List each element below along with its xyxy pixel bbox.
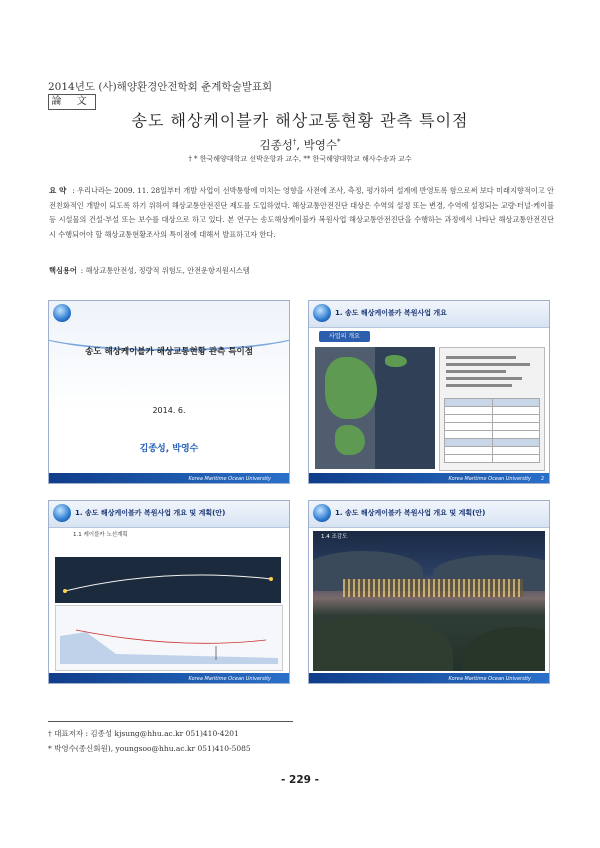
slide-birdseye <box>308 500 550 684</box>
slide-authors: 김종성, 박영수 <box>139 444 199 454</box>
slide-footer <box>309 673 549 683</box>
page-number: - 229 - <box>281 774 319 786</box>
footnote-2: * 박영수(종신회원), youngsoo@hhu.ac.kr 051)410-5085 <box>48 744 251 753</box>
slide-footer <box>49 673 289 683</box>
slide-header <box>309 501 549 528</box>
footnote-1: † 대표저자 : 김종성 kjsung@hhu.ac.kr 051)410-4201 <box>48 729 239 738</box>
globe-logo-icon <box>313 304 331 322</box>
profile-chart <box>56 606 282 670</box>
section-label: 1.1 케이블카 노선계획 <box>73 532 128 538</box>
cable-profile-diagram <box>55 605 283 671</box>
author-1-mark: † <box>292 138 297 147</box>
project-info-panel <box>439 347 545 471</box>
site-map-image <box>315 347 435 469</box>
globe-logo-icon <box>313 504 331 522</box>
slide-heading: 1. 송도 해상케이블카 복원사업 개요 및 계획(안) <box>75 509 226 517</box>
paper-type-tag: 論 文 <box>48 94 96 110</box>
abstract <box>49 184 554 242</box>
abstract-text: : 우리나라는 2009. 11. 28일부터 개발 사업이 선박통항에 미치는 영향을 사전에 조사, 측정, 평가하여 설계에 반영토록 함으로써 보다 미래지향적이고 안전친화적인 개발이 되도록 하기 위하여 해상교통안전진단 제도를 도입하였다. 해상교통안전진단 대상은 수역의 설정 또는 변경, 수역에 설정되는 교량·터널·케이블 등 시설물의 건설·부설 또는 보수를 대상으로 하고 있다. 본 연구는 송도해상케이블카 복원사업 해상교통안전진단을 수행하는 과정에서 나타난 해상교통안전진단시 수행되어야 할 해상교통현황조사의 특이점에 대해서 발표하고자 한다. <box>49 186 554 239</box>
slide-overview <box>308 300 550 484</box>
globe-logo-icon <box>53 504 71 522</box>
slide-heading: 1. 송도 해상케이블카 복원사업 개요 및 계획(안) <box>335 509 486 517</box>
slide-header <box>49 501 289 528</box>
section-label: 1.4 조감도 <box>321 534 348 540</box>
slide-title <box>48 300 290 484</box>
spec-table <box>444 398 540 463</box>
section-tab: 사업의 개요 <box>319 331 370 342</box>
author-1: 김종성 <box>259 138 293 152</box>
footer-university: Korea Maritime Ocean University <box>188 676 271 682</box>
slide-heading: 1. 송도 해상케이블카 복원사업 개요 <box>335 309 447 317</box>
authors <box>0 137 600 153</box>
paper-title: 송도 해상케이블카 해상교통현황 관측 특이점 <box>131 111 469 130</box>
footer-university: Korea Maritime Ocean University <box>188 476 271 482</box>
cable-route-line <box>55 557 281 603</box>
route-aerial-image <box>55 557 281 603</box>
slide-header <box>309 301 549 328</box>
abstract-label: 요 약 <box>49 186 67 195</box>
keywords-label: 핵심용어 <box>49 266 77 275</box>
slide-route-plan <box>48 500 290 684</box>
slide-date: 2014. 6. <box>152 406 186 415</box>
slide-title-text: 송도 해상케이블카 해상교통현황 관측 특이점 <box>85 347 253 357</box>
author-2: , 박영수 <box>296 138 337 152</box>
footnote-rule <box>48 721 293 722</box>
globe-logo-icon <box>53 304 71 322</box>
footer-university: Korea Maritime Ocean University <box>448 676 531 682</box>
birdseye-night-image <box>313 531 545 671</box>
footer-university: Korea Maritime Ocean University <box>448 476 531 482</box>
conference-name: 2014년도 (사)해양환경안전학회 춘계학술발표회 <box>48 81 273 93</box>
city-lights <box>343 579 523 597</box>
keywords-text: : 해상교통안전성, 정량적 위험도, 안전운항지원시스템 <box>80 266 250 275</box>
affiliation: † * 한국해양대학교 선박운항과 교수, ** 한국해양대학교 해사수송과 교수 <box>188 155 412 163</box>
slide-footer <box>49 473 289 483</box>
slide-footer <box>309 473 549 483</box>
author-2-mark: * <box>336 138 341 147</box>
slide-page-number: 2 <box>540 476 544 482</box>
keywords <box>49 266 554 276</box>
